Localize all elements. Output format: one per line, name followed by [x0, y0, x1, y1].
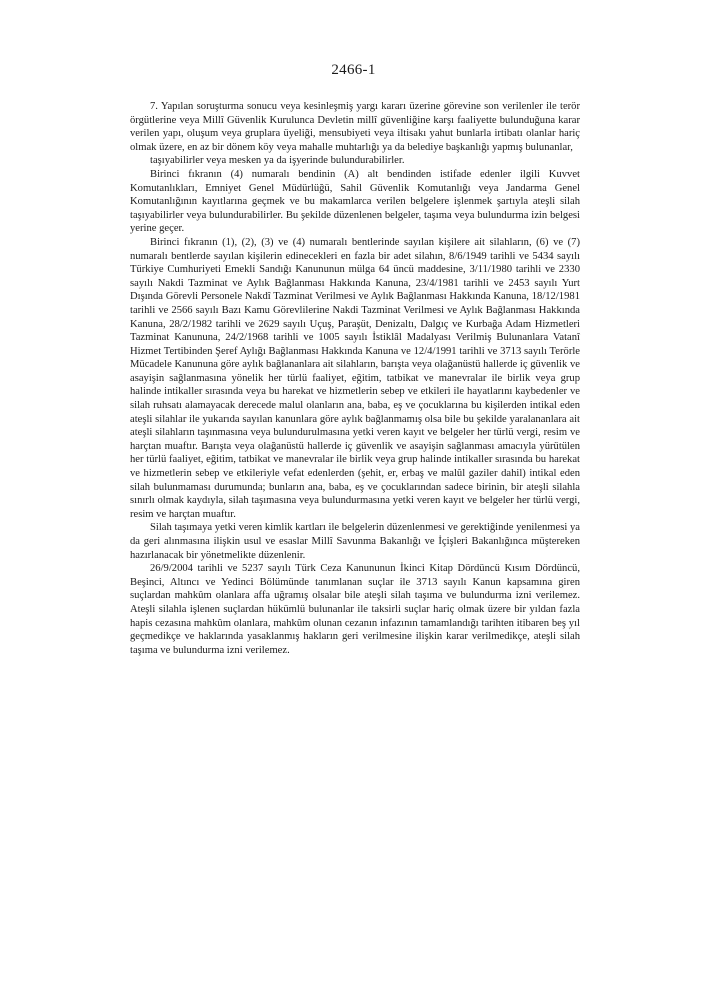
paragraph-carry-permission: taşıyabilirler veya mesken ya da işyerinde bulundurabilirler. — [150, 155, 405, 167]
paragraph-item-7: 7. Yapılan soruşturma sonucu veya kesinleşmiş yargı kararı üzerine görevine son verilenler ile terör örgütlerine veya Millî Güvenlik Kurulunca Devletin millî güvenliğine karşı faaliyette bulunduğuna karar verilen yapı, oluşum veya gruplara üyeliği, mensubiyeti veya iltisakı yahut bunlarla irtibatı olanlar hariç olmak üzere, en az bir dönem köy veya mahalle muhtarlığı ya da belediye başkanlığı yapmış bulunanlar, — [130, 101, 580, 153]
paragraph-tax-exemption: Birinci fıkranın (1), (2), (3) ve (4) numaralı bentlerinde sayılan kişilere ait silahların, (6) ve (7) numaralı bentlerde sayılan kişilerin edinecekleri en fazla bir adet silahın, 8/6/1949 tarihli ve 5434 sayılı Türkiye Cumhuriyeti Emekli Sandığı Kanununun mülga 64 üncü maddesine, 3/11/1980 tarihli ve 2330 sayılı Nakdi Tazminat ve Aylık Bağlanması Hakkında Kanuna, 23/4/1981 tarihli ve 2453 sayılı Yurt Dışında Görevli Personele Nakdî Tazminat Verilmesi ve Aylık Bağlanması Hakkında Kanuna, 18/12/1981 tarihli ve 2566 sayılı Bazı Kamu Görevlilerine Nakdi Tazminat Verilmesi ve Aylık Bağlanması Hakkında Kanuna, 28/2/1982 tarihli ve 2629 sayılı Uçuş, Paraşüt, Denizaltı, Dalgıç ve Kurbağa Adam Hizmetleri Tazminat Kanununa, 24/2/1968 tarihli ve 1005 sayılı İstiklâl Madalyası Verilmiş Bulunanlara Vatanî Hizmet Tertibinden Şeref Aylığı Bağlanması Hakkında Kanuna ve 12/4/1991 tarihli ve 3713 sayılı Terörle Mücadele Kanununa göre aylık bağlananlara ait silahların, barışta veya olağanüstü hallerde iç güvenlik ve asayişin sağlanmasına yönelik her türlü faaliyet, eğitim, tatbikat ve manevralar ile birlik veya grup halinde intikaller sırasında veya bu harekat ve hizmetlerin sebep ve etkileri ile hayatlarını kaybedenler ve silah ruhsatı alamayacak derecede malul olanların ana, baba, eş ve çocuklarına bu kişilerden intikal eden ateşli silahlar ile yukarıda sayılan kanunlara göre aylık bağlanmamış olsa bile bu şekilde yaralananlara ait ateşli silahların taşınmasına veya bulundurulmasına yetki veren kayıt ve belgeler her türlü vergi, resim ve harçtan muaftır. Barışta veya olağanüstü hallerde iç güvenlik ve asayişin sağlanması amacıyla yürütülen her türlü faaliyet, eğitim, tatbikat ve manevralar ile birlik veya grup halinde intikaller sırasında bu harekat ve hizmetlerin sebep ve etkileriyle vefat edenlerden (şehit, er, erbaş ve malûl gaziler dahil) intikal eden silah bulunmaması durumunda; bunların ana, baba, eş ve çocuklarından sadece birinin, bir ateşli silahla sınırlı olmak kaydıyla, silah taşımasına veya bulundurmasına yetki veren kayıt ve belgeler her türlü vergi, resim ve harçtan muaftır. — [130, 236, 580, 520]
paragraph-alt-bent-a: Birinci fıkranın (4) numaralı bendinin (A) alt bendinden istifade edenler ilgili Kuvvet Komutanlıkları, Emniyet Genel Müdürlüğü, Sahil Güvenlik Komutanlığı veya Jandarma Genel Komutanlığının kayıtlarına geçmek ve bu makamlarca verilen belgelere işlenmek şartıyla ateşli silah taşıyabilirler veya bulundurabilirler. Bu şekilde düzenlenen belgeler, taşıma veya bulundurma izin belgesi yerine geçer. — [130, 168, 580, 235]
body-text — [130, 100, 580, 657]
page-number: 2466-1 — [331, 62, 376, 78]
paragraph-id-cards: Silah taşımaya yetki veren kimlik kartları ile belgelerin düzenlenmesi ve gerektiğinde yenilenmesi ya da geri alınmasına ilişkin usul ve esaslar Millî Savunma Bakanlığı ve İçişleri Bakanlığınca müştereken hazırlanacak bir yönetmelikte düzenlenir. — [130, 522, 580, 561]
paragraph-criminal-restriction: 26/9/2004 tarihli ve 5237 sayılı Türk Ceza Kanununun İkinci Kitap Dördüncü Kısım Dördüncü, Beşinci, Altıncı ve Yedinci Bölümünde tanımlanan suçlar ile 3713 sayılı Kanun kapsamına giren suçlardan mahkûm olanlara affa uğramış olsalar bile ateşli silah taşıma ve bulundurma izni verilemez. Ateşli silahla işlenen suçlardan hükümlü bulunanlar ile taksirli suçlar hariç olmak üzere bir yıldan fazla hapis cezasına mahkûm olanlara, mahkûm olunan cezanın infazının tamamlandığı tarihten itibaren beş yıl geçmedikçe ve haklarında yasaklanmış hakların geri verilmesine ilişkin karar verilmedikçe, ateşli silah taşıma ve bulundurma izni verilemez. — [130, 563, 580, 656]
